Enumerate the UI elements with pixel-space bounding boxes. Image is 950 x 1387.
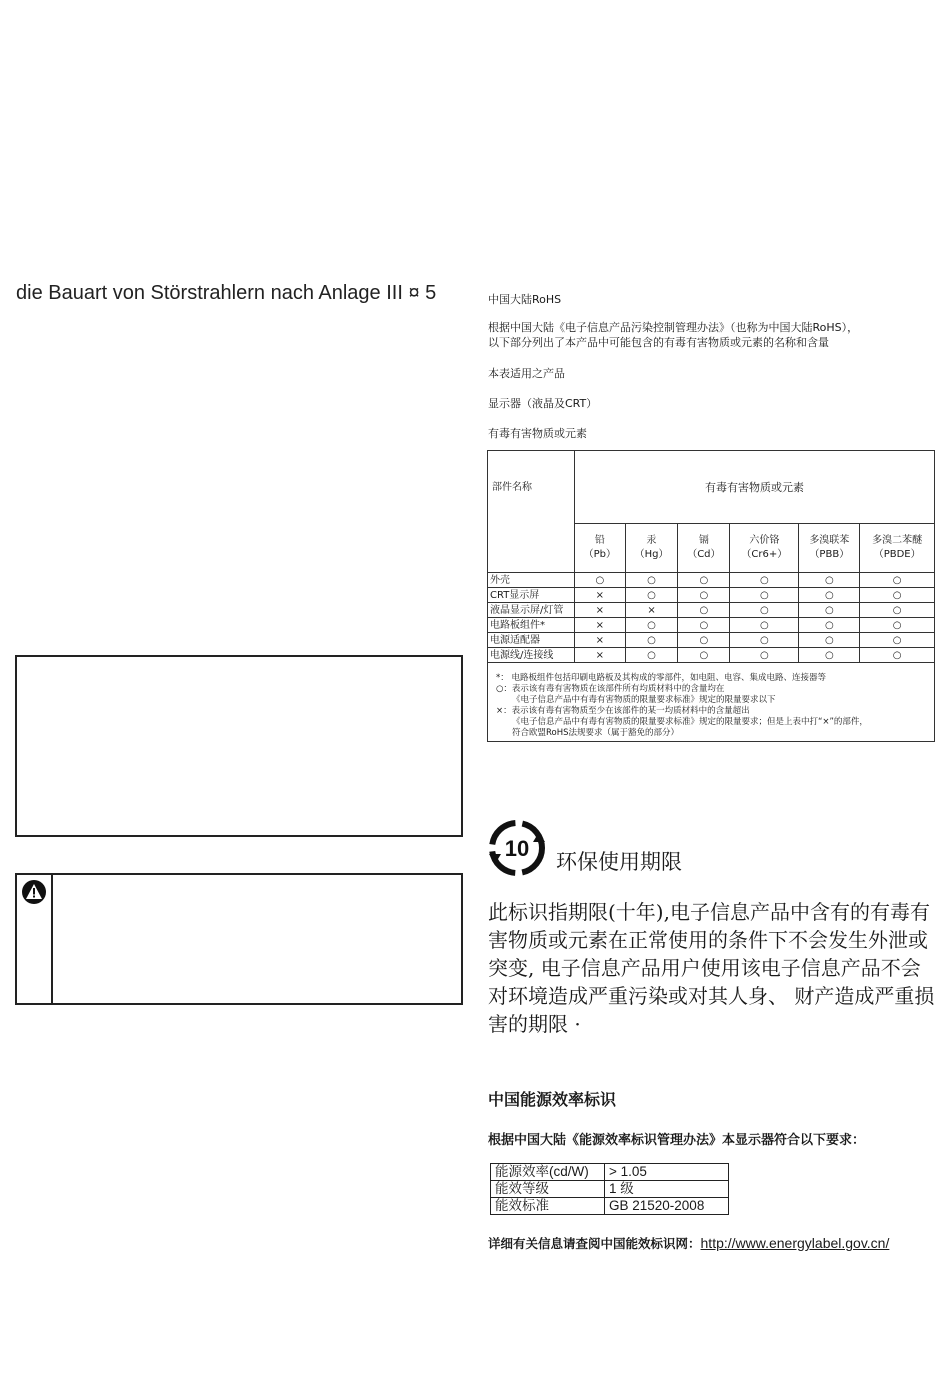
part-name: 外壳: [488, 573, 575, 588]
energy-value: 1 级: [605, 1181, 729, 1198]
table-cell: ○: [860, 588, 935, 603]
table-cell: ○: [730, 648, 799, 663]
rohs-substances-heading: 有毒有害物质或元素: [488, 427, 587, 440]
table-cell: ○: [799, 603, 860, 618]
warning-frame: [15, 873, 463, 1005]
part-name: 电源线/连接线: [488, 648, 575, 663]
note-line: 符合欧盟RoHS法规要求（属于豁免的部分）: [512, 728, 680, 738]
rohs-intro: [488, 320, 858, 350]
table-cell: ○: [678, 603, 730, 618]
substance-header: 镉 （Cd）: [678, 524, 730, 573]
table-cell: ○: [625, 573, 678, 588]
table-row: [488, 573, 935, 588]
substance-header: 六价铬 （Cr6+）: [730, 524, 799, 573]
table-row: [491, 1181, 729, 1198]
table-cell: ○: [625, 648, 678, 663]
rohs-intro-line-1: 根据中国大陆《电子信息产品污染控制管理办法》（也称为中国大陆RoHS），: [488, 321, 859, 334]
energy-label: 能效等级: [491, 1181, 605, 1198]
table-row: [488, 588, 935, 603]
table-cell: ×: [575, 603, 626, 618]
note-line: ○：表示该有毒有害物质在该部件所有均质材料中的含量均在: [496, 684, 725, 694]
warning-icon: [21, 879, 47, 905]
table-cell: ○: [799, 588, 860, 603]
warning-sidebar: [17, 875, 53, 1003]
rohs-title: 中国大陆RoHS: [488, 293, 562, 306]
epup-title: 环保使用期限: [556, 850, 682, 874]
table-cell: ○: [860, 603, 935, 618]
energy-intro: 根据中国大陆《能源效率标识管理办法》本显示器符合以下要求：: [488, 1133, 866, 1148]
table-cell: ○: [678, 633, 730, 648]
empty-frame: [15, 655, 463, 837]
energy-footer-text: 详细有关信息请查阅中国能效标识网：: [488, 1236, 701, 1251]
table-cell: ○: [860, 573, 935, 588]
table-cell: ○: [730, 573, 799, 588]
left-text-line: die Bauart von Störstrahlern nach Anlage III ¤ 5: [16, 282, 437, 304]
table-row: [488, 648, 935, 663]
energy-footer: [488, 1234, 889, 1252]
table-cell: ○: [860, 633, 935, 648]
table-cell: ○: [678, 648, 730, 663]
rohs-product: 显示器（液晶及CRT）: [488, 397, 598, 410]
substance-header: 汞 （Hg）: [625, 524, 678, 573]
table-notes: [488, 663, 935, 742]
part-name: 电源适配器: [488, 633, 575, 648]
table-header-group: 有毒有害物质或元素: [575, 451, 935, 524]
energy-efficiency-table: [490, 1163, 729, 1215]
table-cell: ○: [678, 573, 730, 588]
energy-label: 能源效率(cd/W): [491, 1164, 605, 1181]
table-header-part: 部件名称: [488, 451, 575, 573]
table-cell: ○: [730, 633, 799, 648]
table-cell: ○: [678, 618, 730, 633]
substance-header: 多溴二苯醚 （PBDE）: [860, 524, 935, 573]
table-row: [488, 633, 935, 648]
table-cell: ○: [860, 618, 935, 633]
table-cell: ×: [575, 633, 626, 648]
hazardous-substance-table: [487, 450, 935, 742]
table-cell: ○: [625, 633, 678, 648]
energy-value: > 1.05: [605, 1164, 729, 1181]
table-cell: ×: [575, 588, 626, 603]
table-cell: ○: [730, 603, 799, 618]
table-cell: ○: [799, 573, 860, 588]
energy-label-link[interactable]: http://www.energylabel.gov.cn/: [700, 1235, 890, 1251]
substance-header: 多溴联苯 （PBB）: [799, 524, 860, 573]
epup-badge-number: 10: [504, 836, 530, 861]
epup-body: 此标识指期限(十年),电子信息产品中含有的有毒有害物质或元素在正常使用的条件下不会发生外泄或突变, 电子信息产品用户使用该电子信息产品不会对环境造成严重污染或对其人身、 财产造成严重损害的期限 ·: [488, 900, 935, 1036]
note-line: 《电子信息产品中有毒有害物质的限量要求标准》规定的限量要求以下: [512, 695, 776, 705]
table-row: [491, 1164, 729, 1181]
energy-value: GB 21520-2008: [605, 1198, 729, 1215]
table-cell: ○: [575, 573, 626, 588]
table-cell: ○: [730, 618, 799, 633]
note-line: 《电子信息产品中有毒有害物质的限量要求标准》规定的限量要求；但是上表中打“×”的部件，: [512, 717, 868, 727]
energy-label: 能效标准: [491, 1198, 605, 1215]
part-name: 液晶显示屏/灯管: [488, 603, 575, 618]
note-line: *： 电路板组件包括印刷电路板及其构成的零部件，如电阻、电容、集成电路、连接器等: [496, 673, 826, 683]
part-name: 电路板组件*: [488, 618, 575, 633]
table-cell: ×: [575, 618, 626, 633]
table-row: [488, 603, 935, 618]
table-row: [488, 618, 935, 633]
energy-title: 中国能源效率标识: [488, 1090, 617, 1109]
epup-10-icon: [487, 818, 547, 878]
substance-header: 铅 （Pb）: [575, 524, 626, 573]
table-cell: ×: [575, 648, 626, 663]
table-cell: ○: [860, 648, 935, 663]
rohs-intro-line-2: 以下部分列出了本产品中可能包含的有毒有害物质或元素的名称和含量: [488, 336, 829, 349]
table-cell: ○: [799, 618, 860, 633]
part-name: CRT显示屏: [488, 588, 575, 603]
rohs-applicable: 本表适用之产品: [488, 367, 565, 380]
table-row: [491, 1198, 729, 1215]
table-cell: ×: [625, 603, 678, 618]
table-cell: ○: [625, 618, 678, 633]
note-line: ×：表示该有毒有害物质至少在该部件的某一均质材料中的含量超出: [496, 706, 750, 716]
table-cell: ○: [799, 633, 860, 648]
table-cell: ○: [799, 648, 860, 663]
table-cell: ○: [678, 588, 730, 603]
table-cell: ○: [625, 588, 678, 603]
table-cell: ○: [730, 588, 799, 603]
